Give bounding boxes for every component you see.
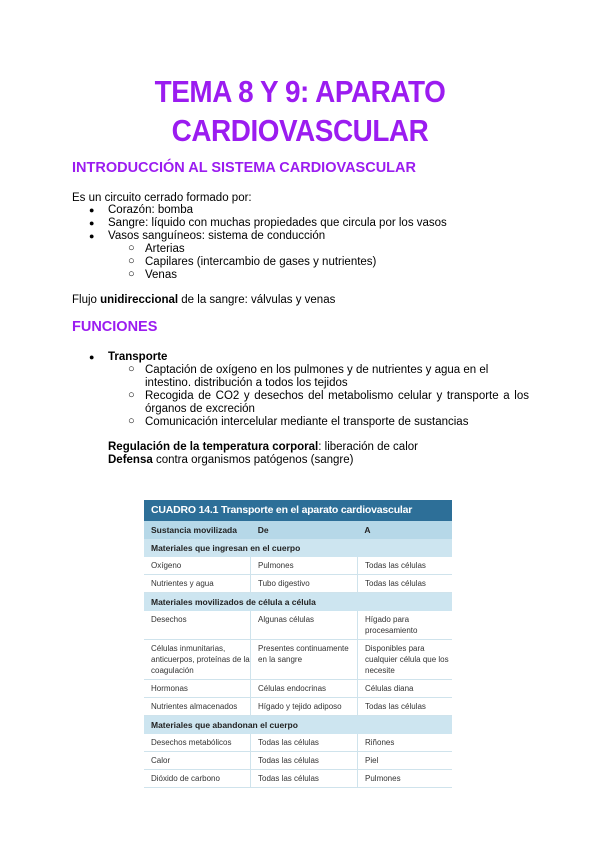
table-cell: Riñones <box>365 738 395 747</box>
transporte-item-3: Comunicación intercelular mediante el transporte de sustancias <box>145 416 469 428</box>
table-cell: Todas las células <box>251 770 358 787</box>
transporte-item-2: Recogida de CO2 y desechos del metabolismo celular y transporte a los órganos de excreción <box>145 390 529 415</box>
table-cell: Pulmones <box>251 557 358 574</box>
table-row <box>144 640 452 680</box>
table-cell: Desechos metabólicos <box>144 734 251 751</box>
regulacion-text: Regulación de la temperatura corporal: liberación de calor <box>108 441 418 453</box>
table-cell: Nutrientes y agua <box>144 575 251 592</box>
table-header-de: De <box>257 525 269 535</box>
table-header-a: A <box>364 525 371 535</box>
sub-bullet-arterias: Arterias <box>145 243 185 255</box>
table-body <box>144 539 452 788</box>
table-row <box>144 680 452 698</box>
table-cell: Oxígeno <box>144 557 251 574</box>
table-cell: Presentes continuamente en la sangre <box>251 640 358 679</box>
table-cell: Disponibles para cualquier célula que los necesite <box>365 644 449 675</box>
transport-table <box>144 500 452 788</box>
table-header-row <box>144 521 452 539</box>
circle-bullet-icon: ○ <box>128 415 135 427</box>
table-section-label: Materiales que ingresan en el cuerpo <box>144 539 452 557</box>
table-title: CUADRO 14.1 Transporte en el aparato cardiovascular <box>144 500 452 521</box>
sub-bullet-venas: Venas <box>145 269 177 281</box>
table-row <box>144 611 452 640</box>
defensa-text: Defensa contra organismos patógenos (sangre) <box>108 454 354 466</box>
bullet-sangre: Sangre: líquido con muchas propiedades que circula por los vasos <box>108 217 447 229</box>
bullet-vasos: Vasos sanguíneos: sistema de conducción <box>108 230 326 242</box>
circle-bullet-icon: ○ <box>128 389 135 401</box>
table-cell: Calor <box>144 752 251 769</box>
table-cell: Hígado para procesamiento <box>365 615 418 635</box>
table-cell: Todas las células <box>365 561 426 570</box>
bullet-dot-icon: ● <box>89 205 95 215</box>
table-cell: Todas las células <box>251 752 358 769</box>
table-row <box>144 557 452 575</box>
table-row <box>144 752 452 770</box>
sub-bullet-capilares: Capilares (intercambio de gases y nutrientes) <box>145 256 377 268</box>
table-cell: Todas las células <box>365 579 426 588</box>
table-cell: Desechos <box>144 611 251 639</box>
circle-bullet-icon: ○ <box>128 242 135 254</box>
table-cell: Tubo digestivo <box>251 575 358 592</box>
table-section-label: Materiales que abandonan el cuerpo <box>144 716 452 734</box>
table-cell: Todas las células <box>251 734 358 751</box>
table-cell: Hormonas <box>144 680 251 697</box>
circle-bullet-icon: ○ <box>128 363 135 375</box>
table-cell: Dióxido de carbono <box>144 770 251 787</box>
circle-bullet-icon: ○ <box>128 255 135 267</box>
transporte-item-1: Captación de oxígeno en los pulmones y de nutrientes y agua en el intestino. distribución a todos los tejidos <box>145 364 489 389</box>
transporte-label: Transporte <box>108 351 168 363</box>
circle-bullet-icon: ○ <box>128 268 135 280</box>
table-cell: Todas las células <box>365 702 426 711</box>
bullet-dot-icon: ● <box>89 231 95 241</box>
table-row <box>144 575 452 593</box>
funciones-heading: FUNCIONES <box>72 319 158 335</box>
table-row <box>144 698 452 716</box>
table-cell: Piel <box>365 756 379 765</box>
table-cell: Hígado y tejido adiposo <box>251 698 358 715</box>
table-cell: Pulmones <box>365 774 401 783</box>
table-cell: Células inmunitarias, anticuerpos, proteínas de la coagulación <box>144 640 251 679</box>
table-cell: Células endocrinas <box>251 680 358 697</box>
table-row <box>144 734 452 752</box>
intro-heading: INTRODUCCIÓN AL SISTEMA CARDIOVASCULAR <box>72 160 416 176</box>
table-cell: Nutrientes almacenados <box>144 698 251 715</box>
bullet-corazon: Corazón: bomba <box>108 204 194 216</box>
page-title-line1: TEMA 8 Y 9: APARATO <box>154 74 446 109</box>
bullet-dot-icon: ● <box>89 218 95 228</box>
flow-text: Flujo unidireccional de la sangre: válvulas y venas <box>72 294 336 306</box>
table-cell: Células diana <box>365 684 414 693</box>
table-header-sustancia: Sustancia movilizada <box>151 525 237 535</box>
page-title-line2: CARDIOVASCULAR <box>171 113 429 148</box>
table-section-label: Materiales movilizados de célula a célula <box>144 593 452 611</box>
table-cell: Algunas células <box>251 611 358 639</box>
table-row <box>144 770 452 788</box>
bullet-dot-icon: ● <box>89 352 95 362</box>
intro-lead: Es un circuito cerrado formado por: <box>72 192 252 204</box>
